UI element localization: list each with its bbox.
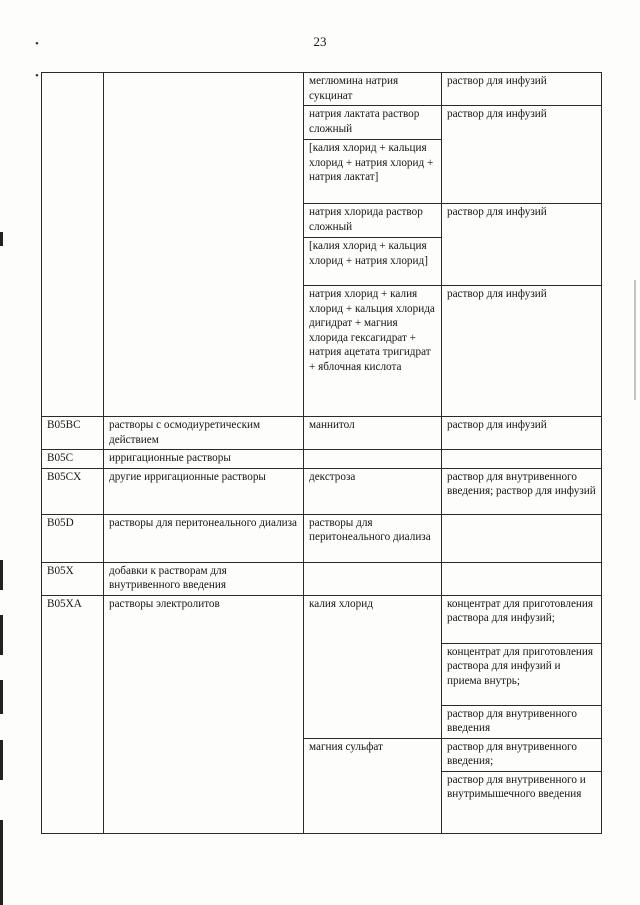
substance-cell: [304, 562, 442, 595]
form-cell: раствор для внутривенного введения; раствор для инфузий: [442, 468, 602, 514]
substance-cell: натрия хлорид + калия хлорид + кальция хлорида дигидрат + магния хлорида гексагидрат + натрия ацетата тригидрат + яблочная кислота: [304, 286, 442, 417]
substance-cell: натрия хлорида раствор сложный: [304, 204, 442, 238]
form-cell: раствор для внутривенного введения: [442, 705, 602, 738]
form-cell: раствор для инфузий: [442, 106, 602, 204]
table-row: [42, 450, 602, 469]
form-cell: концентрат для приготовления раствора для инфузий и приема внутрь;: [442, 643, 602, 705]
substance-cell: меглюмина натрия сукцинат: [304, 73, 442, 106]
group-cell: растворы электролитов: [104, 595, 304, 833]
scan-edge-mark: [0, 232, 3, 246]
group-cell: добавки к растворам для внутривенного введения: [104, 562, 304, 595]
table-row: [42, 417, 602, 450]
drug-table: [41, 72, 602, 834]
substance-cell: маннитол: [304, 417, 442, 450]
substance-cell: натрия лактата раствор сложный: [304, 106, 442, 140]
atc-code-cell: B05BC: [42, 417, 104, 450]
substance-cell: [304, 450, 442, 469]
scan-edge-mark: [0, 820, 3, 905]
form-cell: раствор для внутривенного введения;: [442, 738, 602, 771]
substance-cell: [калия хлорид + кальция хлорид + натрия хлорид + натрия лактат]: [304, 140, 442, 204]
table-row: [42, 562, 602, 595]
substance-cell: декстроза: [304, 468, 442, 514]
group-cell: растворы для перитонеального диализа: [104, 514, 304, 562]
scan-edge-mark: [0, 560, 3, 590]
group-cell: растворы с осмодиуретическим действием: [104, 417, 304, 450]
form-cell: [442, 450, 602, 469]
atc-code-cell: [42, 73, 104, 417]
table-row: [42, 468, 602, 514]
substance-cell: растворы для перитонеального диализа: [304, 514, 442, 562]
atc-code-cell: B05D: [42, 514, 104, 562]
atc-code-cell: B05X: [42, 562, 104, 595]
form-cell: [442, 562, 602, 595]
margin-dot: •: [35, 70, 39, 82]
scan-edge-mark: [0, 740, 3, 780]
group-cell: [104, 73, 304, 417]
atc-code-cell: B05XA: [42, 595, 104, 833]
form-cell: концентрат для приготовления раствора для инфузий;: [442, 595, 602, 643]
substance-cell: [калия хлорид + кальция хлорид + натрия хлорид]: [304, 238, 442, 286]
form-cell: раствор для инфузий: [442, 417, 602, 450]
form-cell: раствор для внутривенного и внутримышечного введения: [442, 771, 602, 833]
group-cell: ирригационные растворы: [104, 450, 304, 469]
form-cell: [442, 514, 602, 562]
form-cell: раствор для инфузий: [442, 286, 602, 417]
form-cell: раствор для инфузий: [442, 204, 602, 286]
page-number: 23: [313, 34, 327, 49]
table-row: [42, 73, 602, 106]
group-cell: другие ирригационные растворы: [104, 468, 304, 514]
atc-code-cell: B05C: [42, 450, 104, 469]
substance-cell: магния сульфат: [304, 738, 442, 833]
scan-edge-mark: [0, 615, 3, 655]
scan-edge-mark: [0, 680, 3, 714]
atc-code-cell: B05CX: [42, 468, 104, 514]
substance-cell: калия хлорид: [304, 595, 442, 738]
form-cell: раствор для инфузий: [442, 73, 602, 106]
margin-dot: •: [35, 38, 39, 50]
table-row: [42, 595, 602, 643]
scan-edge-mark: [634, 280, 636, 400]
table-row: [42, 514, 602, 562]
